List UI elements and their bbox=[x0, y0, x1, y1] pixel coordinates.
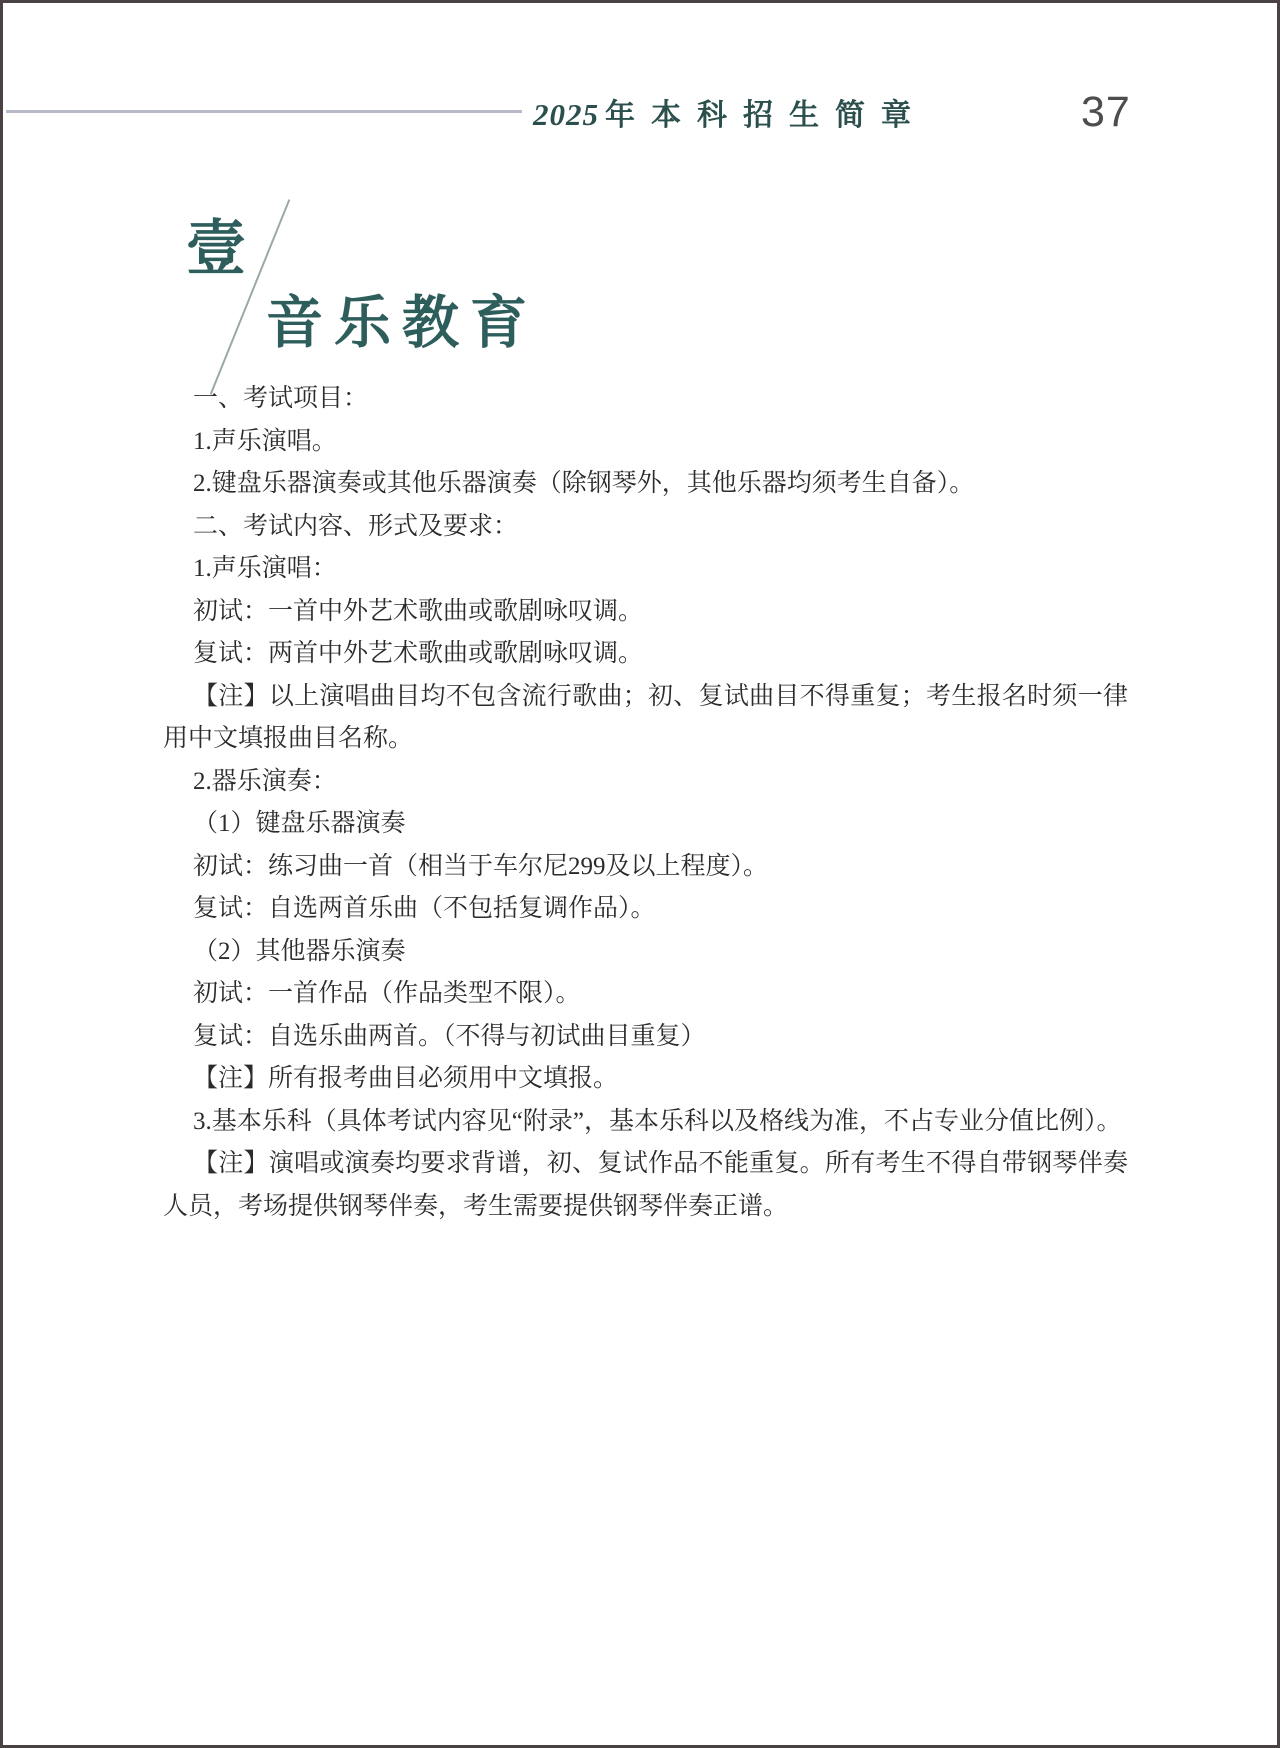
body-paragraph: 3.基本乐科（具体考试内容见“附录”，基本乐科以及格线为准，不占专业分值比例）。 bbox=[193, 1107, 1122, 1135]
section-title: 音乐教育 bbox=[266, 291, 538, 355]
body-paragraph: 复试：两首中外艺术歌曲或歌剧咏叹调。 bbox=[193, 640, 644, 667]
section-number-char: 壹 bbox=[186, 215, 246, 282]
header-rule-line bbox=[6, 110, 522, 113]
body-paragraph: 【注】以上演唱曲目均不包含流行歌曲；初、复试曲目不得重复；考生报名时须一律用中文填报曲目名称。 bbox=[163, 682, 1128, 752]
page-number: 37 bbox=[1081, 88, 1131, 136]
body-text bbox=[163, 378, 1128, 1228]
running-header bbox=[533, 90, 927, 134]
header-year: 2025 bbox=[533, 97, 599, 132]
body-paragraph: 初试：一首作品（作品类型不限）。 bbox=[193, 980, 581, 1007]
body-paragraph: 【注】所有报考曲目必须用中文填报。 bbox=[193, 1065, 619, 1092]
body-paragraph: 1.声乐演唱。 bbox=[193, 427, 337, 455]
body-paragraph: 复试：自选乐曲两首。（不得与初试曲目重复） bbox=[193, 1022, 706, 1050]
body-paragraph: 二、考试内容、形式及要求： bbox=[193, 512, 519, 540]
body-paragraph: 一、考试项目： bbox=[193, 385, 369, 412]
body-paragraph: 初试：练习曲一首（相当于车尔尼299及以上程度）。 bbox=[193, 852, 769, 880]
body-paragraph: 1.声乐演唱： bbox=[193, 555, 337, 582]
body-paragraph: （2）其他器乐演奏 bbox=[193, 937, 406, 965]
body-paragraph: 2.键盘乐器演奏或其他乐器演奏（除钢琴外，其他乐器均须考生自备）。 bbox=[193, 470, 975, 497]
body-paragraph: 【注】演唱或演奏均要求背谱，初、复试作品不能重复。所有考生不得自带钢琴伴奏人员，考场提供钢琴伴奏，考生需要提供钢琴伴奏正谱。 bbox=[163, 1150, 1128, 1220]
header-title-text: 年本科招生简章 bbox=[605, 99, 927, 132]
body-paragraph: 复试：自选两首乐曲（不包括复调作品）。 bbox=[193, 895, 656, 922]
body-paragraph: 2.器乐演奏： bbox=[193, 767, 337, 795]
body-paragraph: （1）键盘乐器演奏 bbox=[193, 810, 406, 837]
body-paragraph: 初试：一首中外艺术歌曲或歌剧咏叹调。 bbox=[193, 597, 644, 625]
